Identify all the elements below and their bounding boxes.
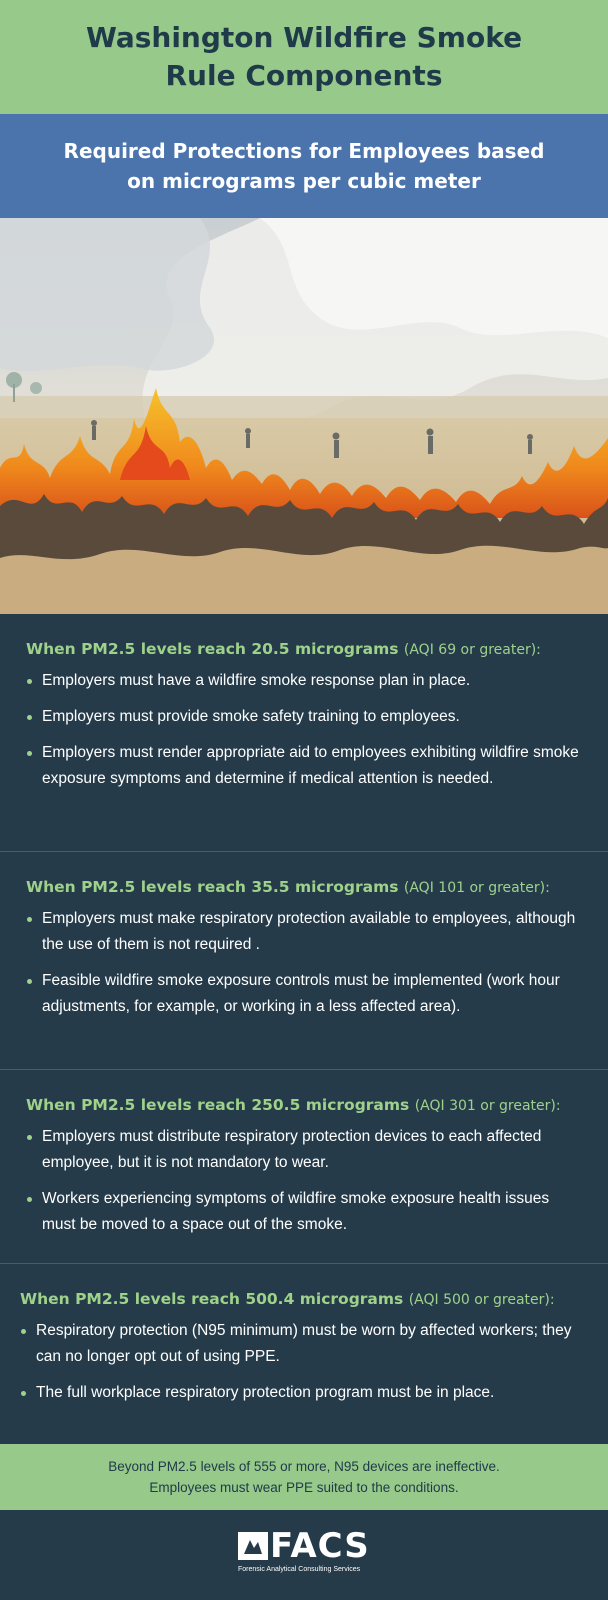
tier-aqi: (AQI 69 or greater): [403, 642, 541, 658]
facs-mark-icon [238, 1532, 268, 1560]
requirements-list [0, 614, 608, 1444]
title-banner [0, 0, 608, 114]
page-subtitle: Required Protections for Employees based on micrograms per cubic meter [63, 139, 545, 193]
logo-subtitle: Forensic Analytical Consulting Services [238, 1566, 361, 1573]
logo-wordmark: FACS [270, 1526, 370, 1566]
tier-aqi: (AQI 101 or greater): [403, 880, 550, 896]
tier-section [0, 614, 608, 852]
list-item: Employers must provide smoke safety training to employees. [26, 704, 582, 730]
list-item: Workers experiencing symptoms of wildfire smoke exposure health issues must be moved to a space out of the smoke. [26, 1186, 582, 1238]
list-item: Respiratory protection (N95 minimum) must be worn by affected workers; they can no longer opt out of using PPE. [20, 1318, 592, 1370]
tier-section [0, 1264, 608, 1444]
subtitle-banner [0, 114, 608, 218]
note-line-2: Employees must wear PPE suited to the conditions. [149, 1480, 459, 1495]
footer [0, 1510, 608, 1600]
list-item: The full workplace respiratory protection program must be in place. [20, 1380, 592, 1406]
wildfire-illustration [0, 218, 608, 614]
tier-threshold: When PM2.5 levels reach 35.5 micrograms [26, 878, 399, 896]
list-item: Feasible wildfire smoke exposure controls must be implemented (work hour adjustments, for example, or working in a less affected area). [26, 968, 582, 1020]
ppe-note-banner [0, 1444, 608, 1510]
tier-aqi: (AQI 301 or greater): [414, 1098, 561, 1114]
list-item: Employers must have a wildfire smoke response plan in place. [26, 668, 582, 694]
tier-section [0, 1070, 608, 1264]
tier-aqi: (AQI 500 or greater): [408, 1292, 555, 1308]
tier-heading [26, 640, 582, 658]
list-item: Employers must make respiratory protection available to employees, although the use of them is not required . [26, 906, 582, 958]
list-item: Employers must distribute respiratory protection devices to each affected employee, but it is not mandatory to wear. [26, 1124, 582, 1176]
tier-heading [26, 878, 582, 896]
tier-threshold: When PM2.5 levels reach 250.5 micrograms [26, 1096, 410, 1114]
tier-heading [20, 1290, 592, 1308]
tier-threshold: When PM2.5 levels reach 500.4 micrograms [20, 1290, 404, 1308]
note-line-1: Beyond PM2.5 levels of 555 or more, N95 devices are ineffective. [108, 1459, 500, 1474]
tier-heading [26, 1096, 582, 1114]
page-title: Washington Wildfire Smoke Rule Components [85, 21, 523, 92]
list-item: Employers must render appropriate aid to employees exhibiting wildfire smoke exposure symptoms and determine if medical attention is needed. [26, 740, 582, 792]
tier-section [0, 852, 608, 1070]
facs-logo [238, 1526, 372, 1580]
tier-threshold: When PM2.5 levels reach 20.5 micrograms [26, 640, 399, 658]
